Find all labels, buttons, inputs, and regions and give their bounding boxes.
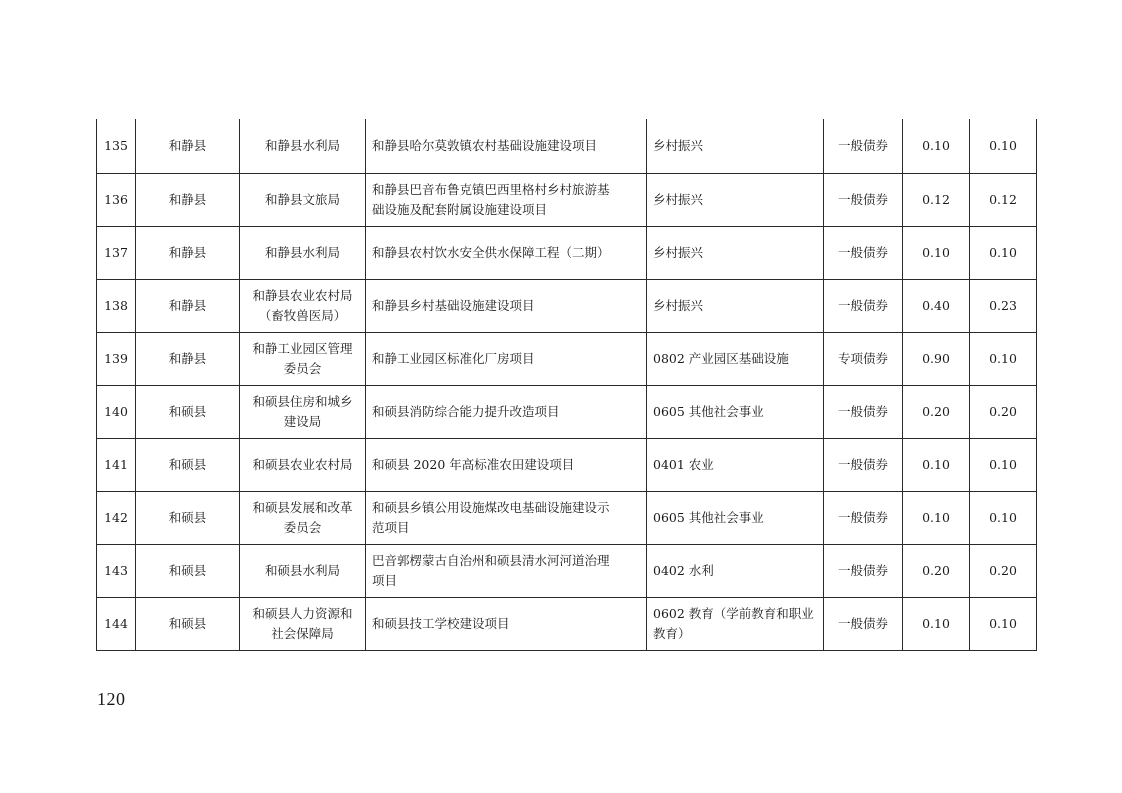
- table-row: [97, 439, 1037, 492]
- department-cell: 和静县水利局: [240, 119, 366, 174]
- amount-cell: 0.90: [903, 333, 970, 386]
- department-cell: 和静县文旅局: [240, 174, 366, 227]
- category-cell: 0401 农业: [647, 439, 824, 492]
- row-number: 141: [97, 439, 136, 492]
- department-cell: 和硕县水利局: [240, 545, 366, 598]
- page-number: 120: [97, 689, 126, 709]
- category-cell: 0602 教育（学前教育和职业 教育）: [647, 598, 824, 651]
- department-cell: 和硕县人力资源和 社会保障局: [240, 598, 366, 651]
- county-cell: 和静县: [136, 333, 240, 386]
- project-name-cell: 和静县乡村基础设施建设项目: [366, 280, 647, 333]
- table-row: [97, 545, 1037, 598]
- category-cell: 0605 其他社会事业: [647, 386, 824, 439]
- row-number: 140: [97, 386, 136, 439]
- project-name-cell: 和硕县乡镇公用设施煤改电基础设施建设示 范项目: [366, 492, 647, 545]
- table-row: [97, 174, 1037, 227]
- county-cell: 和静县: [136, 119, 240, 174]
- amount-cell: 0.10: [970, 439, 1037, 492]
- category-cell: 乡村振兴: [647, 227, 824, 280]
- department-cell: 和硕县住房和城乡 建设局: [240, 386, 366, 439]
- bond-type-cell: 一般债券: [824, 545, 903, 598]
- row-number: 144: [97, 598, 136, 651]
- project-name-cell: 和硕县技工学校建设项目: [366, 598, 647, 651]
- project-name-cell: 和硕县消防综合能力提升改造项目: [366, 386, 647, 439]
- amount-cell: 0.10: [970, 492, 1037, 545]
- bond-type-cell: 一般债券: [824, 119, 903, 174]
- row-number: 142: [97, 492, 136, 545]
- county-cell: 和静县: [136, 227, 240, 280]
- amount-cell: 0.10: [903, 227, 970, 280]
- row-number: 137: [97, 227, 136, 280]
- project-name-cell: 和静县农村饮水安全供水保障工程（二期）: [366, 227, 647, 280]
- row-number: 135: [97, 119, 136, 174]
- amount-cell: 0.20: [903, 545, 970, 598]
- bond-type-cell: 专项债券: [824, 333, 903, 386]
- amount-cell: 0.20: [903, 386, 970, 439]
- amount-cell: 0.10: [903, 492, 970, 545]
- department-cell: 和静县农业农村局 （畜牧兽医局）: [240, 280, 366, 333]
- category-cell: 0605 其他社会事业: [647, 492, 824, 545]
- category-cell: 乡村振兴: [647, 280, 824, 333]
- table-row: [97, 386, 1037, 439]
- amount-cell: 0.12: [970, 174, 1037, 227]
- bond-type-cell: 一般债券: [824, 492, 903, 545]
- project-name-cell: 和静县巴音布鲁克镇巴西里格村乡村旅游基 础设施及配套附属设施建设项目: [366, 174, 647, 227]
- amount-cell: 0.12: [903, 174, 970, 227]
- county-cell: 和硕县: [136, 492, 240, 545]
- category-cell: 乡村振兴: [647, 174, 824, 227]
- county-cell: 和硕县: [136, 545, 240, 598]
- category-cell: 0402 水利: [647, 545, 824, 598]
- county-cell: 和硕县: [136, 386, 240, 439]
- bond-type-cell: 一般债券: [824, 280, 903, 333]
- county-cell: 和硕县: [136, 439, 240, 492]
- project-name-cell: 和静工业园区标准化厂房项目: [366, 333, 647, 386]
- category-cell: 乡村振兴: [647, 119, 824, 174]
- table-body: [97, 119, 1037, 651]
- department-cell: 和硕县农业农村局: [240, 439, 366, 492]
- row-number: 138: [97, 280, 136, 333]
- county-cell: 和静县: [136, 280, 240, 333]
- category-cell: 0802 产业园区基础设施: [647, 333, 824, 386]
- bond-type-cell: 一般债券: [824, 439, 903, 492]
- department-cell: 和硕县发展和改革 委员会: [240, 492, 366, 545]
- row-number: 139: [97, 333, 136, 386]
- department-cell: 和静县水利局: [240, 227, 366, 280]
- amount-cell: 0.10: [970, 333, 1037, 386]
- bond-type-cell: 一般债券: [824, 386, 903, 439]
- amount-cell: 0.23: [970, 280, 1037, 333]
- table-row: [97, 598, 1037, 651]
- amount-cell: 0.10: [970, 227, 1037, 280]
- bond-type-cell: 一般债券: [824, 598, 903, 651]
- amount-cell: 0.10: [903, 119, 970, 174]
- project-name-cell: 和硕县 2020 年高标准农田建设项目: [366, 439, 647, 492]
- bond-project-table: [96, 119, 1037, 651]
- amount-cell: 0.10: [970, 119, 1037, 174]
- bond-type-cell: 一般债券: [824, 227, 903, 280]
- amount-cell: 0.10: [970, 598, 1037, 651]
- amount-cell: 0.20: [970, 386, 1037, 439]
- table-row: [97, 333, 1037, 386]
- amount-cell: 0.40: [903, 280, 970, 333]
- amount-cell: 0.20: [970, 545, 1037, 598]
- project-name-cell: 巴音郭楞蒙古自治州和硕县清水河河道治理 项目: [366, 545, 647, 598]
- bond-type-cell: 一般债券: [824, 174, 903, 227]
- row-number: 136: [97, 174, 136, 227]
- table-row: [97, 119, 1037, 174]
- county-cell: 和静县: [136, 174, 240, 227]
- table-row: [97, 227, 1037, 280]
- amount-cell: 0.10: [903, 439, 970, 492]
- table-row: [97, 492, 1037, 545]
- project-name-cell: 和静县哈尔莫敦镇农村基础设施建设项目: [366, 119, 647, 174]
- department-cell: 和静工业园区管理 委员会: [240, 333, 366, 386]
- amount-cell: 0.10: [903, 598, 970, 651]
- county-cell: 和硕县: [136, 598, 240, 651]
- row-number: 143: [97, 545, 136, 598]
- table-row: [97, 280, 1037, 333]
